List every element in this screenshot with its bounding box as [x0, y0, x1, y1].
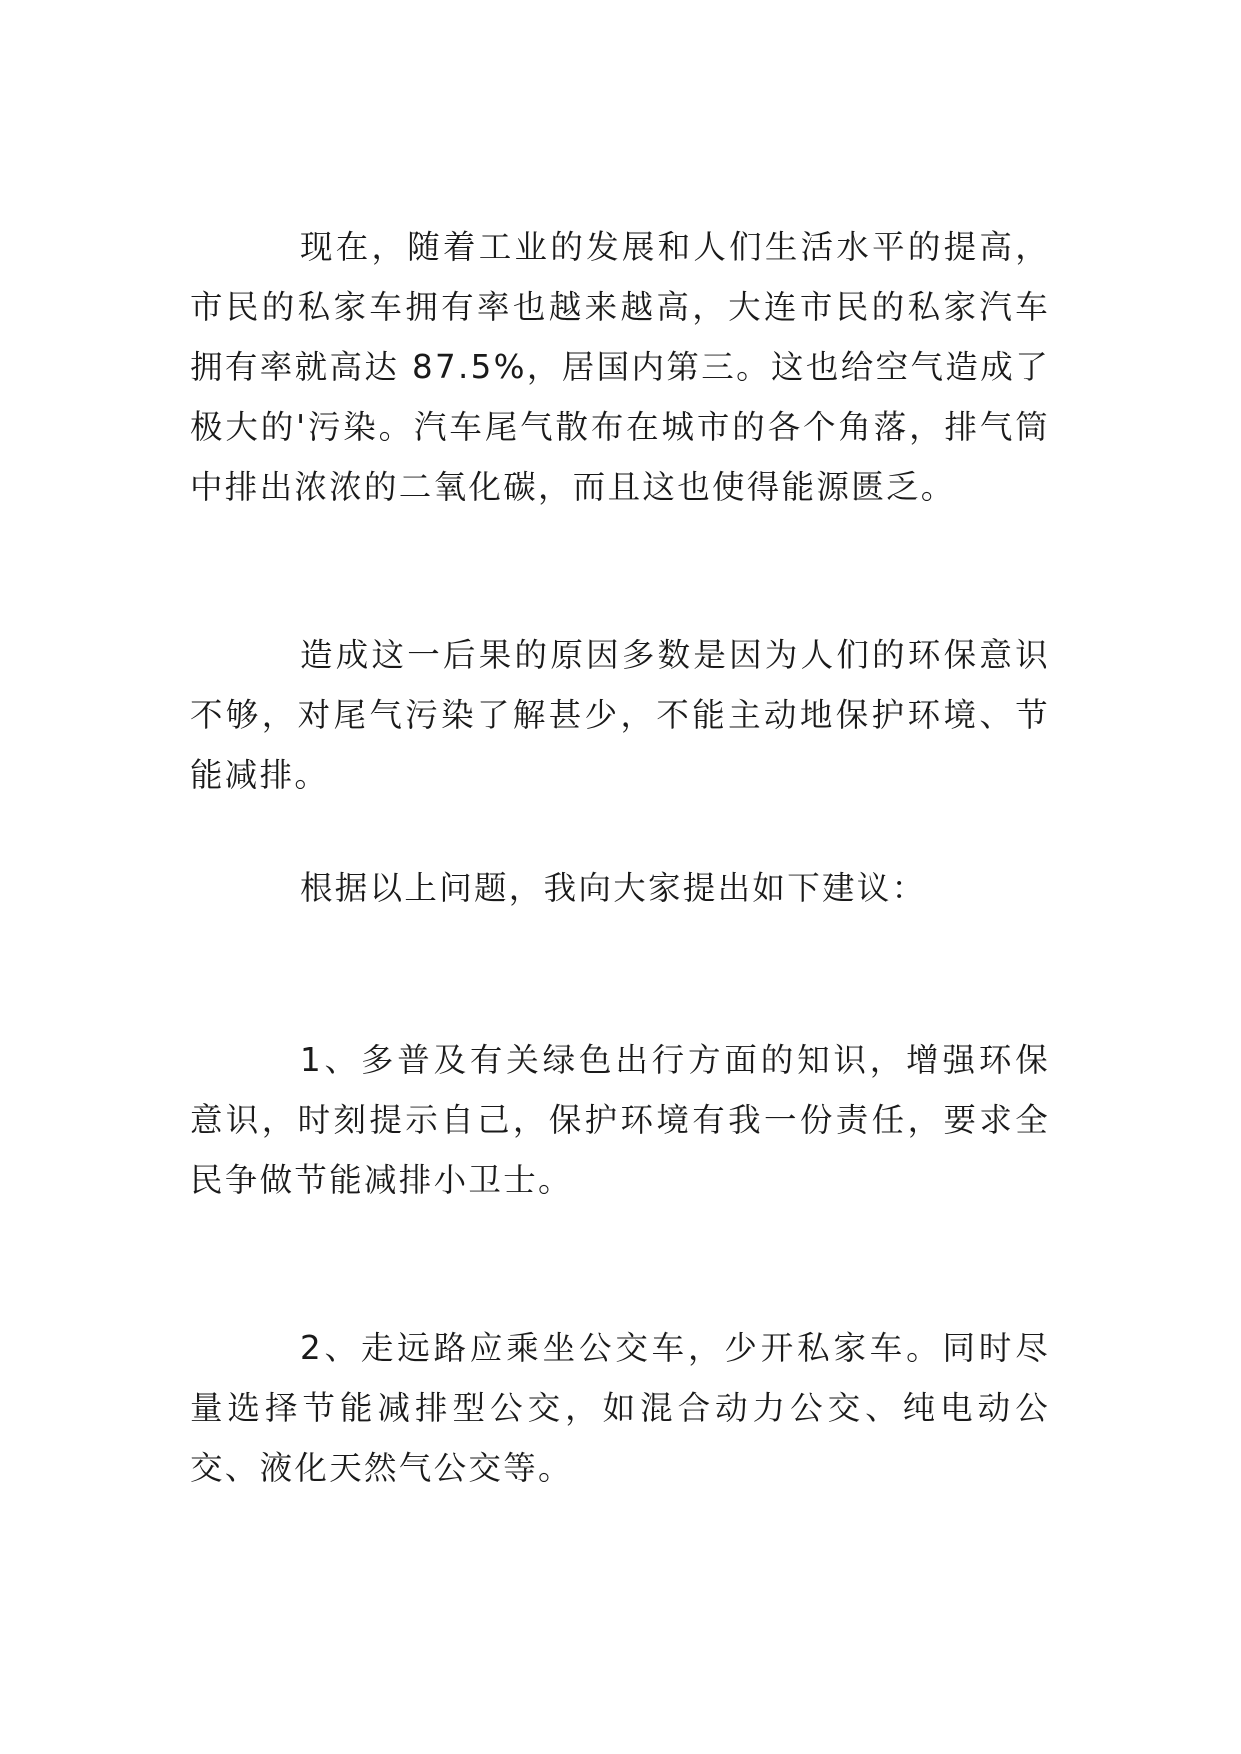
- paragraph-cause: 造成这一后果的原因多数是因为人们的环保意识不够，对尾气污染了解甚少，不能主动地保护环境、节能减排。: [190, 636, 1050, 794]
- paragraph-suggestion-intro: 根据以上问题，我向大家提出如下建议：: [300, 869, 927, 907]
- paragraph-suggestion-2: 2、走远路应乘坐公交车，少开私家车。同时尽量选择节能减排型公交，如混合动力公交、纯电动公交、液化天然气公交等。: [190, 1329, 1050, 1487]
- paragraph-suggestion-1: 1、多普及有关绿色出行方面的知识，增强环保意识，时刻提示自己，保护环境有我一份责任，要求全民争做节能减排小卫士。: [190, 1041, 1050, 1199]
- paragraph-situation: 现在，随着工业的发展和人们生活水平的提高，市民的私家车拥有率也越来越高，大连市民的私家汽车拥有率就高达 87.5%，居国内第三。这也给空气造成了极大的'污染。汽车尾气散布在城市的各个角落，排气筒中排出浓浓的二氧化碳，而且这也使得能源匮乏。: [190, 228, 1050, 506]
